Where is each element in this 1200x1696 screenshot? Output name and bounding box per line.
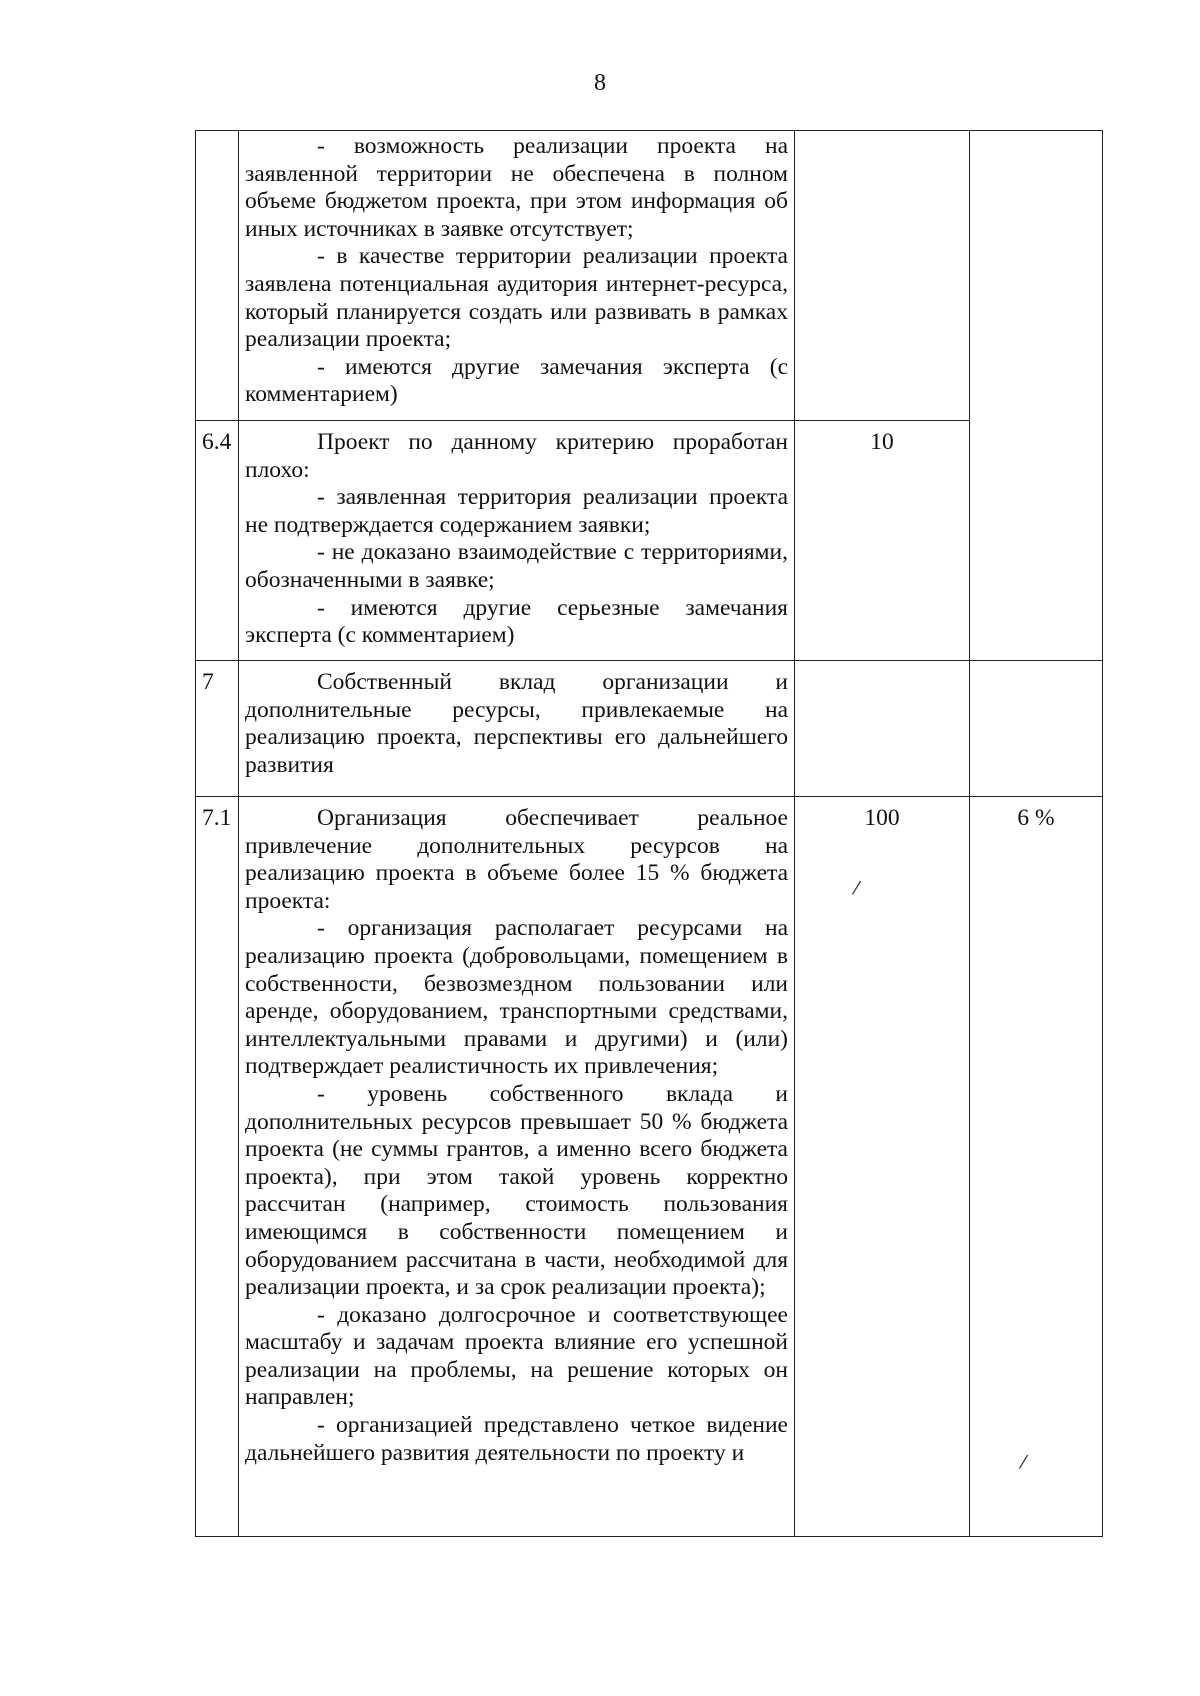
criterion-paragraph: - доказано долгосрочное и соответствующее масштабу и задачам проекта влияние его успешной реализации на проблемы, на решение которых он направлен; <box>245 1301 788 1411</box>
criterion-paragraph: - имеются другие замечания эксперта (с комментарием) <box>245 353 788 408</box>
criterion-text-cell <box>239 421 795 661</box>
criterion-paragraph: Организация обеспечивает реальное привлечение дополнительных ресурсов на реализацию проекта в объеме более 15 % бюджета проекта: <box>245 805 788 914</box>
criterion-paragraph: - в качестве территории реализации проекта заявлена потенциальная аудитория интернет-ресурса, который планируется создать или развивать в рамках реализации проекта; <box>245 243 788 353</box>
score-cell: 10 <box>795 421 970 661</box>
table-row <box>196 131 1103 421</box>
criterion-paragraph: - возможность реализации проекта на заявленной территории не обеспечена в полном объеме бюджетом проекта, при этом информация об иных источниках в заявке отсутствует; <box>245 133 788 242</box>
criterion-paragraph: - не доказано взаимодействие с территориями, обозначенными в заявке; <box>245 539 788 593</box>
criterion-paragraph: Проект по данному критерию проработан плохо: <box>245 429 788 483</box>
criterion-paragraph: - организация располагает ресурсами на реализацию проекта (добровольцами, помещением в собственности, безвозмездном пользовании или аренде, оборудованием, транспортными средствами, интеллектуальными правами и другими) и (или) подтверждает реалистичность их привлечения; <box>245 915 788 1080</box>
row-number-cell <box>196 131 239 421</box>
score-cell <box>795 131 970 421</box>
weight-cell: 6 % <box>970 797 1103 1537</box>
criterion-text-cell <box>239 797 795 1537</box>
criterion-paragraph: - заявленная территория реализации проекта не подтверждается содержанием заявки; <box>245 484 788 538</box>
criteria-table <box>195 130 1103 1537</box>
row-number-cell: 6.4 <box>196 421 239 661</box>
pen-tick-mark: ⁄ <box>855 878 859 899</box>
table-row <box>196 421 1103 661</box>
score-cell <box>795 661 970 797</box>
row-number-cell: 7 <box>196 661 239 797</box>
weight-cell <box>970 131 1103 661</box>
row-number-cell: 7.1 <box>196 797 239 1537</box>
criterion-text-cell <box>239 131 795 421</box>
criterion-paragraph: Собственный вклад организации и дополнительные ресурсы, привлекаемые на реализацию проекта, перспективы его дальнейшего развития <box>245 669 788 778</box>
criterion-paragraph: - уровень собственного вклада и дополнительных ресурсов превышает 50 % бюджета проекта (не суммы грантов, а именно всего бюджета проекта), при этом такой уровень корректно рассчитан (например, стоимость пользования имеющимся в собственности помещением и оборудованием рассчитана в части, необходимой для реализации проекта, и за срок реализации проекта); <box>245 1080 788 1301</box>
criterion-text-cell <box>239 661 795 797</box>
criterion-paragraph: - организацией представлено четкое видение дальнейшего развития деятельности по проекту и <box>245 1412 788 1466</box>
page-number: 8 <box>594 70 606 96</box>
table-row <box>196 661 1103 797</box>
weight-cell <box>970 661 1103 797</box>
pen-tick-mark: ⁄ <box>1022 1452 1026 1473</box>
score-cell: 100 <box>795 797 970 1537</box>
table-row <box>196 797 1103 1537</box>
criterion-paragraph: - имеются другие серьезные замечания эксперта (с комментарием) <box>245 594 788 649</box>
